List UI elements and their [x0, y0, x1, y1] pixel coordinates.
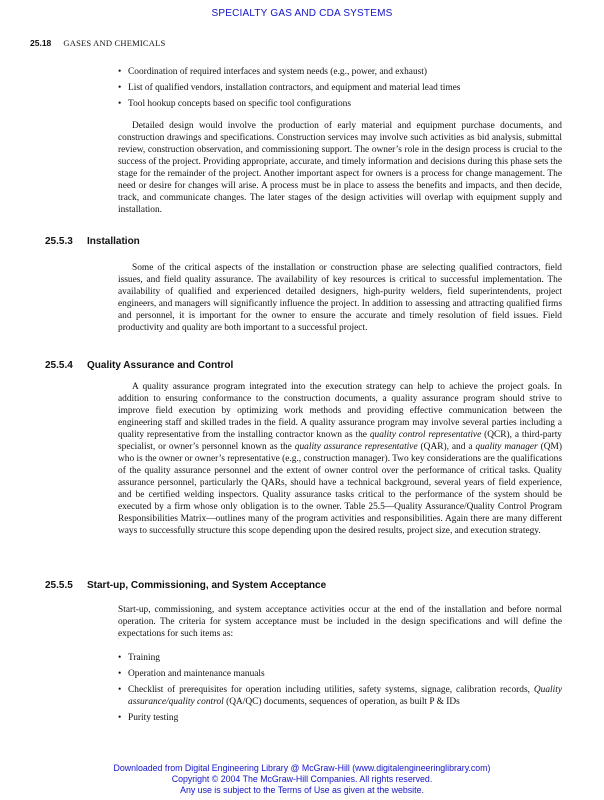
- page-number: 25.18: [30, 38, 52, 48]
- list-item: • Operation and maintenance manuals: [118, 669, 265, 679]
- list-item: • Training: [118, 653, 160, 663]
- footer-terms-link[interactable]: Any use is subject to the Terms of Use as given at the website.: [180, 785, 424, 795]
- running-head: [30, 38, 570, 48]
- page-banner: SPECIALTY GAS AND CDA SYSTEMS: [211, 8, 393, 19]
- bullet-list-top: [118, 66, 562, 114]
- list-item: • Purity testing: [118, 713, 179, 723]
- bullet-icon: •: [118, 83, 122, 93]
- bullet-list-bottom: [118, 652, 562, 728]
- list-item: • List of qualified vendors, installation contractors, and equipment and material lead times: [118, 83, 461, 93]
- running-head-section: GASES AND CHEMICALS: [63, 38, 166, 48]
- paragraph-startup: Start-up, commissioning, and system acceptance activities occur at the end of the installation and before normal operation. The criteria for system acceptance must be included in the design specifications and will define the expectations for such items as:: [118, 605, 562, 639]
- bullet-icon: •: [118, 653, 122, 663]
- section-heading-installation: 25.5.3 Installation: [45, 236, 140, 247]
- bullet-icon: •: [118, 67, 122, 77]
- section-heading-startup: 25.5.5 Start-up, Commissioning, and System Acceptance: [45, 580, 327, 591]
- list-item: • Coordination of required interfaces and system needs (e.g., power, and exhaust): [118, 67, 428, 77]
- bullet-icon: •: [118, 669, 122, 679]
- section-heading-quality-assurance: 25.5.4 Quality Assurance and Control: [45, 360, 234, 371]
- list-item: • Checklist of prerequisites for operation including utilities, safety systems, signage, calibration records, Quality assurance/quality control (QA/QC) documents, sequences of operation, as built P & IDs: [118, 685, 562, 707]
- bullet-icon: •: [118, 685, 122, 695]
- paragraph-design: Detailed design would involve the production of early material and equipment purchase documents, and construction drawings and specifications. Construction services may involve such activities as bid analysis, submittal review, construction observation, and commissioning support. The owner’s role in the design process is crucial to the success of the project. Providing appropriate, accurate, and timely information and decisions during this phase sets the stage for the remainder of the project. Another important aspect for owners is a process for change management. The need or desire for changes will arise. A process must be in place to assess the benefits and impacts, and then decide, track, and communicate changes. The later stages of the design activities will overlap with equipment supply and installation.: [118, 121, 562, 215]
- footer-download-link[interactable]: Downloaded from Digital Engineering Library @ McGraw-Hill (www.digitalengineeringlibrary.com): [113, 763, 491, 773]
- page-footer: [0, 763, 604, 796]
- paragraph-quality-assurance: A quality assurance program integrated into the execution strategy can help to achieve the project goals. In addition to ensuring conformance to the construction documents, a quality assurance program should strive to improve field execution by optimizing work methods and providing effective communication between the engineering staff and skilled trades in the field. A quality assurance program may involve several parties including a quality representative from the installing contractor known as the quality control representative (QCR), a third-party specialist, or owner’s personnel known as the quality assurance representative (QAR), and a quality manager (QM) who is the owner or owner’s representative (e.g., construction manager). Two key considerations are the qualifications of the quality assurance personnel and the extent of owner control over the performance of critical tasks. Quality assurance personnel, particularly the QARs, should have a technical background, several years of field experience, and be certified welding inspectors. Quality assurance tasks critical to the performance of the system should be executed by a firm whose only obligation is to the owner. Table 25.5—Quality Assurance/Quality Control Program Responsibilities Matrix—outlines many of the program activities and responsibilities. Again there are many different ways to successfully structure this scope depending upon the desired results, project size, and execution strategy.: [118, 382, 562, 536]
- bullet-icon: •: [118, 713, 122, 723]
- bullet-icon: •: [118, 99, 122, 109]
- footer-copyright: Copyright © 2004 The McGraw-Hill Companies. All rights reserved.: [171, 774, 433, 784]
- paragraph-installation: Some of the critical aspects of the installation or construction phase are selecting qualified contractors, field issues, and field quality assurance. The availability of key resources is critical to successful implementation. The availability of qualified and experienced detailed designers, high-purity welders, field superintendents, project engineers, and managers will significantly influence the project. In addition to assessing and attracting qualified firms and personnel, it is important for the owner to ensure the accurate and timely resolution of field issues. Field productivity and quality are both important to a successful project.: [118, 263, 562, 333]
- list-item: • Tool hookup concepts based on specific tool configurations: [118, 99, 351, 109]
